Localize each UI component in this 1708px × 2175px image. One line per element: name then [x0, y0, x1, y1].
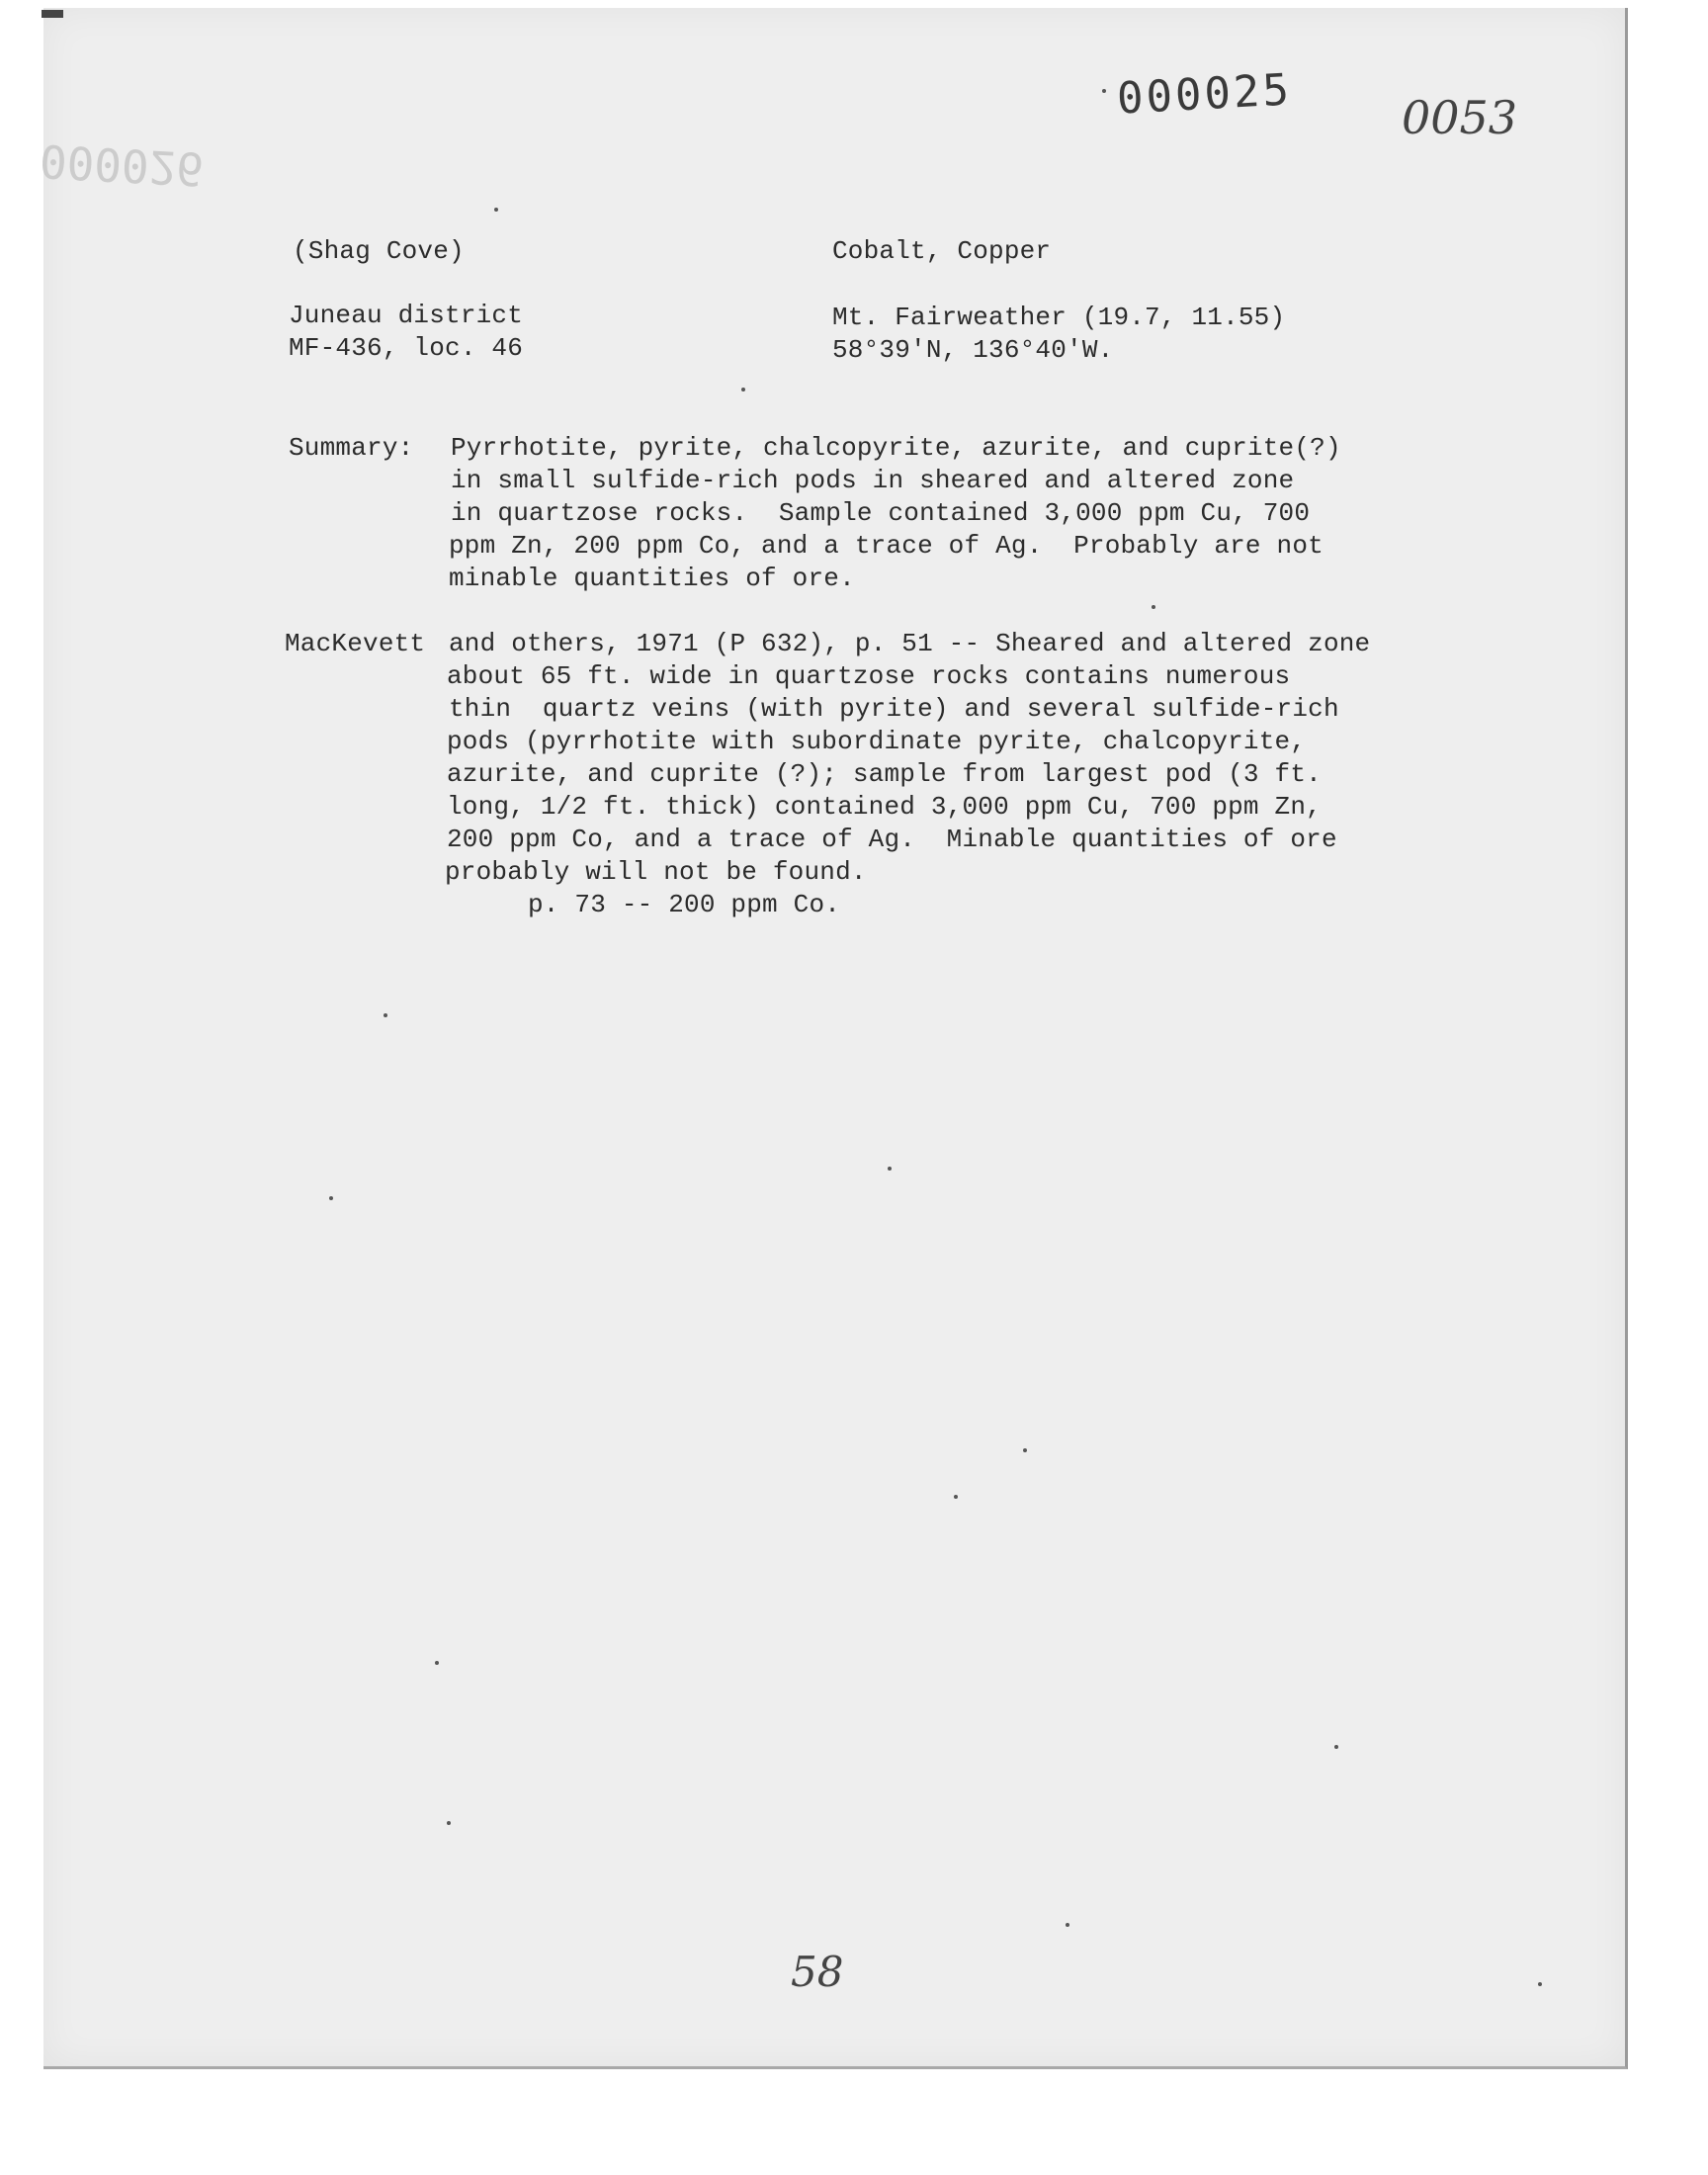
- reference-line: about 65 ft. wide in quartzose rocks contains numerous: [447, 661, 1291, 691]
- scan-edge-mark: [42, 10, 63, 18]
- handwritten-footer-number: 58: [791, 1948, 844, 1996]
- reference-line: 200 ppm Co, and a trace of Ag. Minable quantities of ore: [447, 825, 1337, 854]
- scan-speck: [1538, 1982, 1542, 1986]
- summary-line: in quartzose rocks. Sample contained 3,000 ppm Cu, 700: [451, 498, 1311, 528]
- reference-line: long, 1/2 ft. thick) contained 3,000 ppm Cu, 700 ppm Zn,: [447, 792, 1322, 822]
- scan-speck: [435, 1661, 439, 1665]
- reference-page-note: p. 73 -- 200 ppm Co.: [528, 890, 841, 919]
- reference-author: MacKevett: [285, 629, 426, 658]
- scan-speck: [1023, 1448, 1027, 1452]
- scan-speck: [1334, 1745, 1338, 1749]
- scan-speck: [888, 1167, 892, 1171]
- summary-line: ppm Zn, 200 ppm Co, and a trace of Ag. Probably are not: [449, 531, 1324, 561]
- header-left-line-3: MF-436, loc. 46: [289, 333, 524, 363]
- header-left-line-1: (Shag Cove): [293, 236, 465, 266]
- summary-label: Summary:: [289, 433, 414, 463]
- summary-line: minable quantities of ore.: [449, 564, 855, 593]
- scan-speck: [1102, 89, 1106, 93]
- reference-line: azurite, and cuprite (?); sample from largest pod (3 ft.: [447, 759, 1322, 789]
- scan-speck: [329, 1196, 333, 1200]
- scan-speck: [494, 208, 498, 212]
- header-right-line-2: Mt. Fairweather (19.7, 11.55): [832, 303, 1286, 332]
- scan-speck: [1066, 1923, 1069, 1927]
- reference-line: thin quartz veins (with pyrite) and several sulfide-rich: [449, 694, 1339, 724]
- summary-line: Pyrrhotite, pyrite, chalcopyrite, azurite, and cuprite(?): [451, 433, 1341, 463]
- scan-speck: [954, 1495, 958, 1499]
- bleed-through-number: 000026: [38, 133, 206, 197]
- stamp-number: 000025: [1115, 64, 1294, 125]
- reference-line: pods (pyrrhotite with subordinate pyrite, chalcopyrite,: [447, 727, 1307, 756]
- header-right-line-1: Cobalt, Copper: [832, 236, 1052, 266]
- summary-line: in small sulfide-rich pods in sheared and altered zone: [451, 466, 1295, 495]
- reference-line: probably will not be found.: [445, 857, 867, 887]
- header-right-line-3: 58°39'N, 136°40'W.: [832, 335, 1114, 365]
- scan-speck: [384, 1013, 387, 1017]
- header-left-line-2: Juneau district: [289, 301, 524, 330]
- reference-line: and others, 1971 (P 632), p. 51 -- Sheared and altered zone: [449, 629, 1371, 658]
- handwritten-page-code: 0053: [1402, 91, 1518, 144]
- scan-speck: [1152, 605, 1155, 609]
- scan-speck: [447, 1821, 451, 1825]
- scan-speck: [741, 388, 745, 392]
